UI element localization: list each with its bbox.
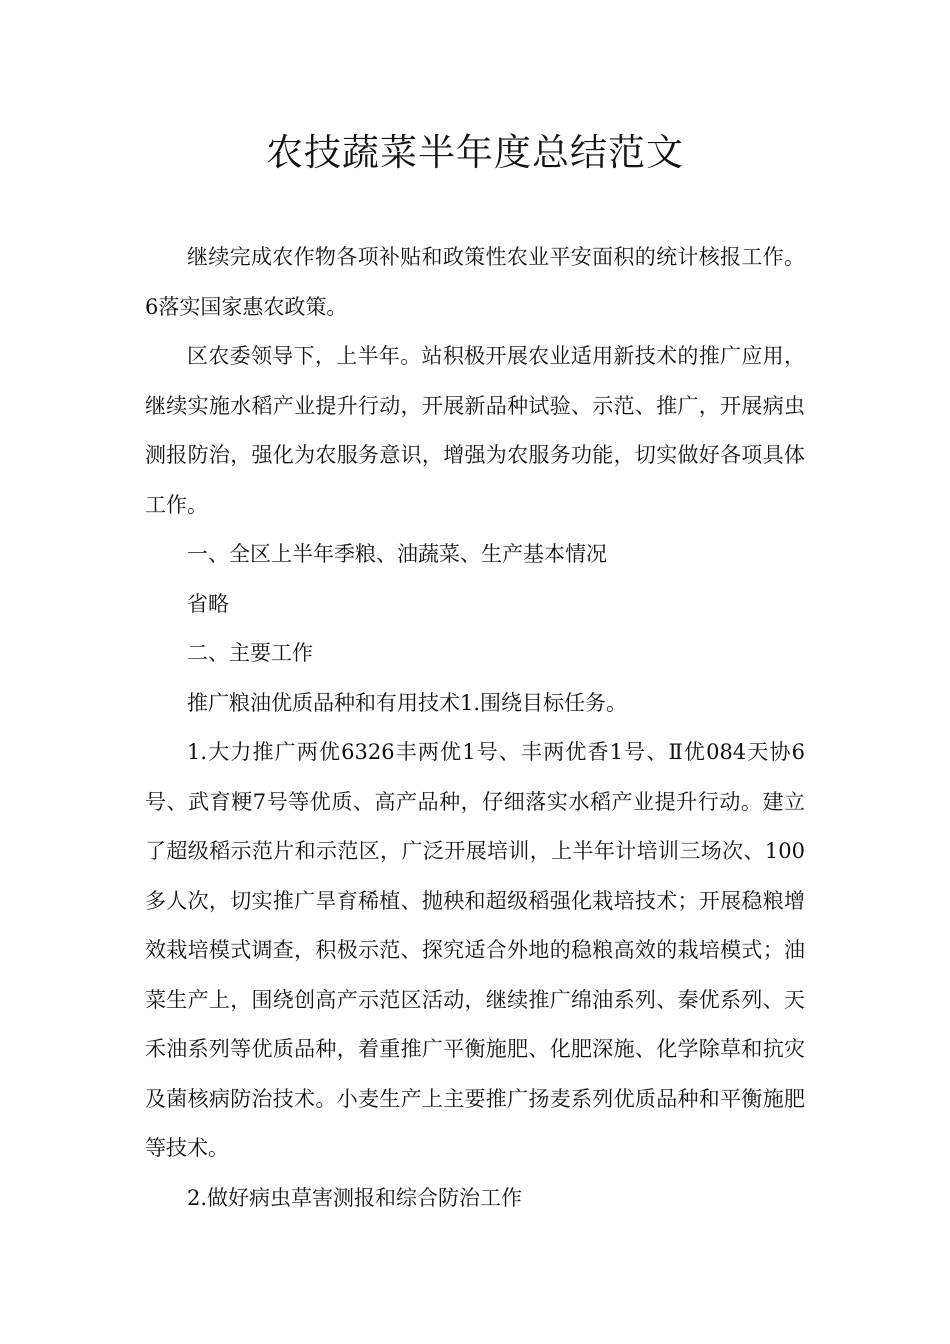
document-body bbox=[145, 233, 805, 1223]
paragraph-overview: 区农委领导下，上半年。站积极开展农业适用新技术的推广应用，继续实施水稻产业提升行动，开展新品种试验、示范、推广，开展病虫测报防治，强化为农服务意识，增强为农服务功能，切实做好各项具体工作。 bbox=[145, 344, 805, 517]
paragraph-item-2: 2.做好病虫草害测报和综合防治工作 bbox=[187, 1185, 523, 1210]
paragraph-omitted: 省略 bbox=[187, 591, 229, 616]
heading-section-1: 一、全区上半年季粮、油蔬菜、生产基本情况 bbox=[187, 542, 607, 566]
paragraph-item-1: 1.大力推广两优6326丰两优1号、丰两优香1号、Ⅱ优084天协6号、武育粳7号等优质、高产品种，仔细落实水稻产业提升行动。建立了超级稻示范片和示范区，广泛开展培训，上半年计培训三场次、100多人次，切实推广旱育稀植、抛秧和超级稻强化栽培技术；开展稳粮增效栽培模式调查，积极示范、探究适合外地的稳粮高效的栽培模式；油菜生产上，围绕创高产示范区活动，继续推广绵油系列、秦优系列、天禾油系列等优质品种，着重推广平衡施肥、化肥深施、化学除草和抗灾及菌核病防治技术。小麦生产上主要推广扬麦系列优质品种和平衡施肥等技术。 bbox=[145, 740, 805, 1160]
paragraph-subsidy: 继续完成农作物各项补贴和政策性农业平安面积的统计核报工作。6落实国家惠农政策。 bbox=[145, 245, 805, 319]
document-title: 农技蔬菜半年度总结范文 bbox=[266, 131, 684, 174]
paragraph-promotion: 推广粮油优质品种和有用技术1.围绕目标任务。 bbox=[187, 690, 628, 715]
heading-section-2: 二、主要工作 bbox=[187, 641, 313, 665]
